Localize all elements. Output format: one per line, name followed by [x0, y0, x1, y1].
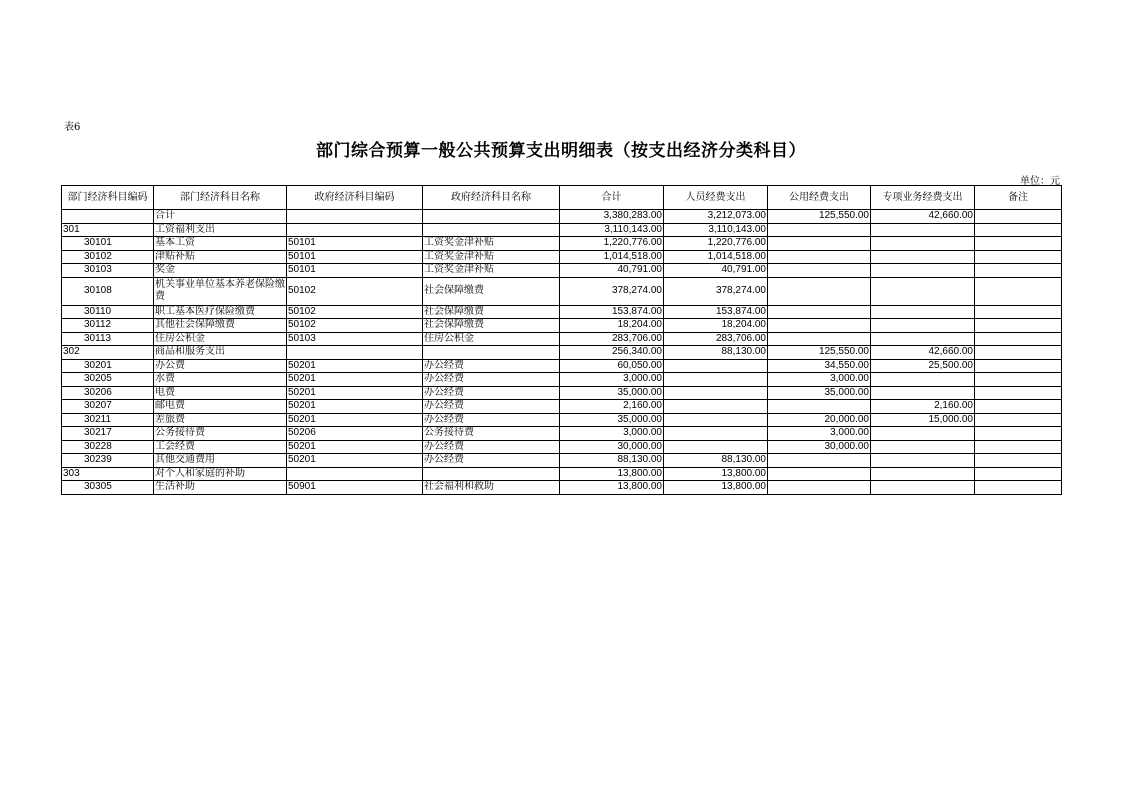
- cell-public: [768, 332, 871, 346]
- cell-note: [975, 237, 1062, 251]
- cell-total: 40,791.00: [560, 264, 664, 278]
- cell-public: 34,550.00: [768, 359, 871, 373]
- cell-dept-name: 差旅费: [154, 413, 287, 427]
- cell-total: 60,050.00: [560, 359, 664, 373]
- cell-note: [975, 373, 1062, 387]
- cell-public: 20,000.00: [768, 413, 871, 427]
- header-gov-name: 政府经济科目名称: [423, 186, 560, 210]
- cell-special: [871, 454, 975, 468]
- cell-special: [871, 440, 975, 454]
- cell-gov-code: [287, 346, 423, 360]
- cell-total: 3,000.00: [560, 427, 664, 441]
- cell-dept-name: 对个人和家庭的补助: [154, 467, 287, 481]
- cell-public: 3,000.00: [768, 373, 871, 387]
- cell-total: 13,800.00: [560, 467, 664, 481]
- cell-gov-name: 工资奖金津补贴: [423, 250, 560, 264]
- table-row: [62, 359, 1062, 373]
- cell-dept-name: 工会经费: [154, 440, 287, 454]
- budget-table: [61, 185, 1062, 495]
- cell-special: 15,000.00: [871, 413, 975, 427]
- cell-note: [975, 454, 1062, 468]
- cell-dept-name: 职工基本医疗保险缴费: [154, 305, 287, 319]
- cell-dept-name: 公务接待费: [154, 427, 287, 441]
- cell-gov-name: 办公经费: [423, 440, 560, 454]
- cell-note: [975, 413, 1062, 427]
- cell-gov-code: [287, 210, 423, 224]
- table-row: [62, 223, 1062, 237]
- cell-special: 42,660.00: [871, 346, 975, 360]
- cell-gov-name: 工资奖金津补贴: [423, 237, 560, 251]
- cell-gov-code: 50201: [287, 373, 423, 387]
- cell-special: [871, 373, 975, 387]
- cell-dept-code: 30305: [62, 481, 154, 495]
- cell-gov-name: 公务接待费: [423, 427, 560, 441]
- cell-note: [975, 440, 1062, 454]
- cell-public: 35,000.00: [768, 386, 871, 400]
- cell-gov-code: 50201: [287, 400, 423, 414]
- cell-gov-name: 社会福利和救助: [423, 481, 560, 495]
- table-body: [62, 210, 1062, 495]
- cell-public: [768, 264, 871, 278]
- page-title: 部门综合预算一般公共预算支出明细表（按支出经济分类科目）: [316, 141, 806, 161]
- cell-gov-name: 工资奖金津补贴: [423, 264, 560, 278]
- cell-personnel: 88,130.00: [664, 346, 768, 360]
- cell-dept-code: 302: [62, 346, 154, 360]
- cell-personnel: 3,212,073.00: [664, 210, 768, 224]
- cell-dept-code: 30205: [62, 373, 154, 387]
- cell-gov-code: 50206: [287, 427, 423, 441]
- cell-public: [768, 319, 871, 333]
- cell-gov-code: 50201: [287, 413, 423, 427]
- cell-public: [768, 454, 871, 468]
- cell-gov-name: 办公经费: [423, 454, 560, 468]
- table-row: [62, 250, 1062, 264]
- cell-special: [871, 427, 975, 441]
- cell-dept-code: 30110: [62, 305, 154, 319]
- cell-note: [975, 386, 1062, 400]
- table-row: [62, 332, 1062, 346]
- cell-note: [975, 319, 1062, 333]
- cell-note: [975, 427, 1062, 441]
- cell-gov-name: 办公经费: [423, 400, 560, 414]
- cell-special: 2,160.00: [871, 400, 975, 414]
- cell-note: [975, 250, 1062, 264]
- cell-public: [768, 467, 871, 481]
- cell-special: [871, 237, 975, 251]
- cell-public: [768, 481, 871, 495]
- cell-total: 378,274.00: [560, 277, 664, 305]
- cell-dept-name: 邮电费: [154, 400, 287, 414]
- cell-gov-code: 50201: [287, 454, 423, 468]
- cell-note: [975, 277, 1062, 305]
- cell-dept-name: 奖金: [154, 264, 287, 278]
- cell-note: [975, 467, 1062, 481]
- header-total: 合计: [560, 186, 664, 210]
- header-row: [62, 186, 1062, 210]
- cell-personnel: 3,110,143.00: [664, 223, 768, 237]
- cell-note: [975, 223, 1062, 237]
- cell-personnel: [664, 440, 768, 454]
- cell-dept-code: 30102: [62, 250, 154, 264]
- cell-gov-name: [423, 467, 560, 481]
- cell-public: 125,550.00: [768, 210, 871, 224]
- cell-personnel: [664, 359, 768, 373]
- cell-gov-code: 50101: [287, 264, 423, 278]
- cell-gov-name: [423, 346, 560, 360]
- table-row: [62, 237, 1062, 251]
- cell-total: 1,220,776.00: [560, 237, 664, 251]
- cell-gov-code: [287, 467, 423, 481]
- header-personnel: 人员经费支出: [664, 186, 768, 210]
- table-row: [62, 210, 1062, 224]
- cell-gov-code: 50103: [287, 332, 423, 346]
- table-row: [62, 346, 1062, 360]
- header-dept-code: 部门经济科目编码: [62, 186, 154, 210]
- cell-dept-name: 住房公积金: [154, 332, 287, 346]
- cell-dept-code: 30201: [62, 359, 154, 373]
- cell-special: [871, 250, 975, 264]
- cell-note: [975, 400, 1062, 414]
- cell-dept-code: 301: [62, 223, 154, 237]
- cell-gov-code: 50102: [287, 319, 423, 333]
- header-note: 备注: [975, 186, 1062, 210]
- cell-public: [768, 305, 871, 319]
- cell-note: [975, 305, 1062, 319]
- cell-dept-code: 303: [62, 467, 154, 481]
- cell-dept-name: 其他社会保障缴费: [154, 319, 287, 333]
- cell-personnel: 1,014,518.00: [664, 250, 768, 264]
- cell-gov-code: 50102: [287, 277, 423, 305]
- cell-total: 35,000.00: [560, 413, 664, 427]
- cell-public: 125,550.00: [768, 346, 871, 360]
- cell-dept-code: 30113: [62, 332, 154, 346]
- cell-gov-name: 办公经费: [423, 413, 560, 427]
- cell-special: [871, 223, 975, 237]
- cell-gov-code: 50102: [287, 305, 423, 319]
- cell-dept-name: 工资福利支出: [154, 223, 287, 237]
- cell-total: 1,014,518.00: [560, 250, 664, 264]
- cell-personnel: 13,800.00: [664, 481, 768, 495]
- cell-dept-name: 合计: [154, 210, 287, 224]
- cell-personnel: 1,220,776.00: [664, 237, 768, 251]
- cell-dept-name: 电费: [154, 386, 287, 400]
- cell-special: [871, 305, 975, 319]
- cell-note: [975, 210, 1062, 224]
- cell-note: [975, 481, 1062, 495]
- header-special: 专项业务经费支出: [871, 186, 975, 210]
- cell-gov-name: 办公经费: [423, 386, 560, 400]
- cell-gov-name: 住房公积金: [423, 332, 560, 346]
- table-row: [62, 373, 1062, 387]
- table-number: 表6: [64, 122, 81, 133]
- table-row: [62, 440, 1062, 454]
- cell-total: 88,130.00: [560, 454, 664, 468]
- cell-personnel: [664, 400, 768, 414]
- cell-special: [871, 319, 975, 333]
- cell-dept-name: 水费: [154, 373, 287, 387]
- cell-personnel: [664, 427, 768, 441]
- header-gov-code: 政府经济科目编码: [287, 186, 423, 210]
- cell-dept-name: 机关事业单位基本养老保险缴费: [154, 277, 287, 305]
- cell-personnel: [664, 373, 768, 387]
- unit-label: 单位：元: [1020, 176, 1060, 187]
- cell-dept-name: 生活补助: [154, 481, 287, 495]
- cell-gov-name: 社会保障缴费: [423, 277, 560, 305]
- cell-total: 256,340.00: [560, 346, 664, 360]
- cell-dept-code: 30207: [62, 400, 154, 414]
- cell-gov-name: [423, 223, 560, 237]
- cell-dept-name: 办公费: [154, 359, 287, 373]
- table-row: [62, 386, 1062, 400]
- cell-total: 30,000.00: [560, 440, 664, 454]
- header-dept-name: 部门经济科目名称: [154, 186, 287, 210]
- cell-dept-code: 30211: [62, 413, 154, 427]
- cell-gov-code: 50201: [287, 386, 423, 400]
- cell-gov-code: 50201: [287, 359, 423, 373]
- cell-personnel: 88,130.00: [664, 454, 768, 468]
- cell-dept-code: 30112: [62, 319, 154, 333]
- cell-dept-code: [62, 210, 154, 224]
- cell-public: [768, 400, 871, 414]
- cell-special: [871, 277, 975, 305]
- cell-personnel: [664, 413, 768, 427]
- cell-total: 3,000.00: [560, 373, 664, 387]
- cell-note: [975, 264, 1062, 278]
- cell-note: [975, 346, 1062, 360]
- table-row: [62, 427, 1062, 441]
- cell-public: [768, 237, 871, 251]
- cell-dept-code: 30101: [62, 237, 154, 251]
- cell-gov-code: 50101: [287, 250, 423, 264]
- cell-total: 13,800.00: [560, 481, 664, 495]
- cell-total: 3,110,143.00: [560, 223, 664, 237]
- table-row: [62, 319, 1062, 333]
- cell-personnel: 153,874.00: [664, 305, 768, 319]
- table-row: [62, 305, 1062, 319]
- cell-gov-name: 社会保障缴费: [423, 319, 560, 333]
- table-row: [62, 264, 1062, 278]
- cell-total: 153,874.00: [560, 305, 664, 319]
- cell-special: 25,500.00: [871, 359, 975, 373]
- cell-dept-code: 30103: [62, 264, 154, 278]
- cell-total: 2,160.00: [560, 400, 664, 414]
- cell-special: [871, 386, 975, 400]
- cell-dept-name: 津贴补贴: [154, 250, 287, 264]
- cell-gov-name: 办公经费: [423, 373, 560, 387]
- cell-total: 283,706.00: [560, 332, 664, 346]
- cell-dept-name: 商品和服务支出: [154, 346, 287, 360]
- cell-gov-code: 50901: [287, 481, 423, 495]
- cell-public: 3,000.00: [768, 427, 871, 441]
- cell-gov-name: [423, 210, 560, 224]
- cell-special: [871, 264, 975, 278]
- cell-personnel: 13,800.00: [664, 467, 768, 481]
- cell-dept-code: 30108: [62, 277, 154, 305]
- table-row: [62, 413, 1062, 427]
- cell-special: [871, 467, 975, 481]
- cell-total: 3,380,283.00: [560, 210, 664, 224]
- cell-dept-code: 30239: [62, 454, 154, 468]
- cell-dept-code: 30217: [62, 427, 154, 441]
- cell-gov-code: [287, 223, 423, 237]
- header-public: 公用经费支出: [768, 186, 871, 210]
- cell-personnel: 18,204.00: [664, 319, 768, 333]
- table-row: [62, 481, 1062, 495]
- table-row: [62, 454, 1062, 468]
- cell-special: [871, 332, 975, 346]
- cell-gov-name: 社会保障缴费: [423, 305, 560, 319]
- table-row: [62, 467, 1062, 481]
- cell-personnel: 378,274.00: [664, 277, 768, 305]
- cell-note: [975, 332, 1062, 346]
- cell-dept-name: 其他交通费用: [154, 454, 287, 468]
- table-row: [62, 277, 1062, 305]
- cell-gov-name: 办公经费: [423, 359, 560, 373]
- cell-personnel: 283,706.00: [664, 332, 768, 346]
- cell-dept-code: 30206: [62, 386, 154, 400]
- cell-public: [768, 223, 871, 237]
- cell-personnel: 40,791.00: [664, 264, 768, 278]
- cell-special: [871, 481, 975, 495]
- cell-public: [768, 277, 871, 305]
- cell-gov-code: 50101: [287, 237, 423, 251]
- cell-note: [975, 359, 1062, 373]
- table-row: [62, 400, 1062, 414]
- cell-special: 42,660.00: [871, 210, 975, 224]
- cell-total: 18,204.00: [560, 319, 664, 333]
- cell-dept-code: 30228: [62, 440, 154, 454]
- cell-total: 35,000.00: [560, 386, 664, 400]
- cell-public: [768, 250, 871, 264]
- cell-public: 30,000.00: [768, 440, 871, 454]
- cell-gov-code: 50201: [287, 440, 423, 454]
- cell-dept-name: 基本工资: [154, 237, 287, 251]
- cell-personnel: [664, 386, 768, 400]
